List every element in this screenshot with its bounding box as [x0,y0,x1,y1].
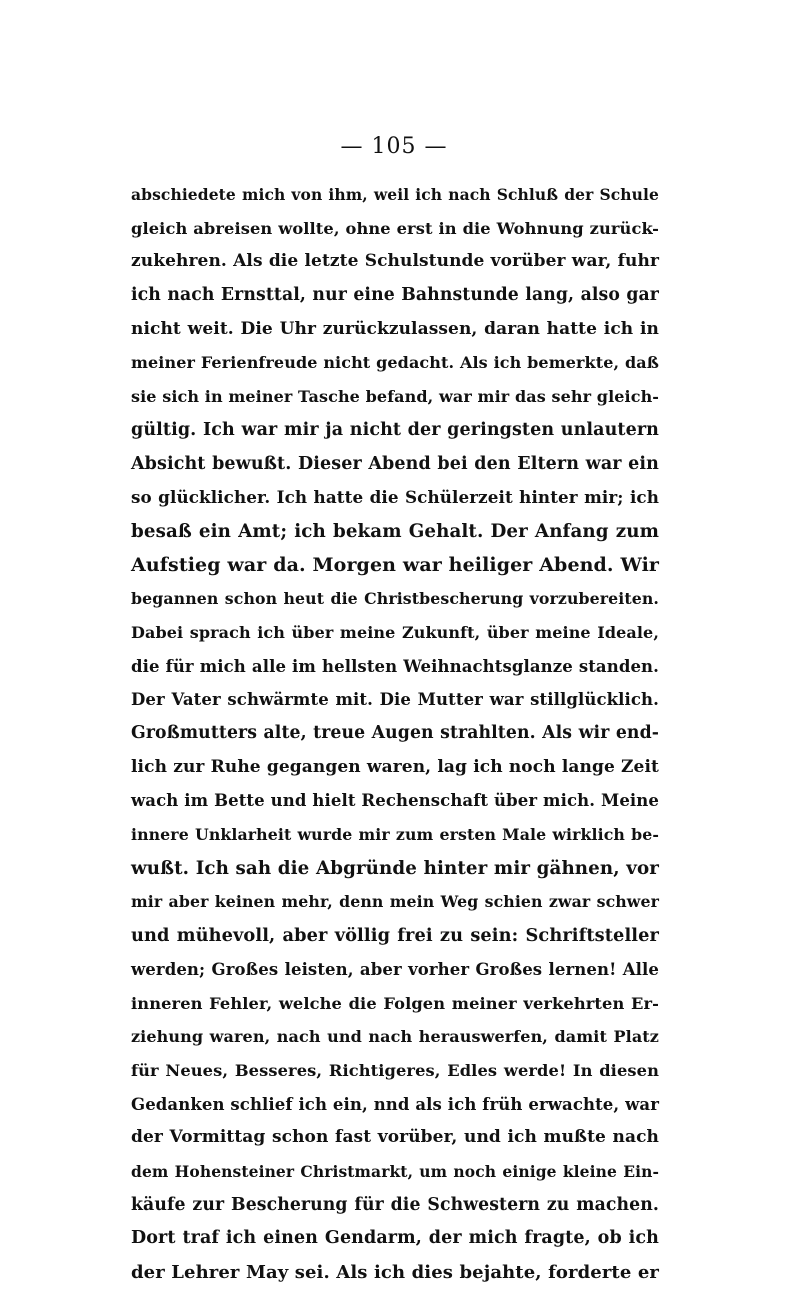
text-line: und mühevoll, aber völlig frei zu sein: Schriftsteller [131,925,659,947]
text-line: käufe zur Bescherung für die Schwestern zu machen. [131,1194,659,1215]
text-line: Absicht bewußt. Dieser Abend bei den Eltern war ein [131,453,659,474]
text-line: wußt. Ich sah die Abgründe hinter mir gähnen, vor [131,857,659,879]
text-line: Dabei sprach ich über meine Zukunft, über meine Ideale, [131,622,659,642]
text-line: ziehung waren, nach und nach herauswerfen, damit Platz [131,1027,659,1047]
text-line: zukehren. Als die letzte Schulstunde vorüber war, fuhr [131,251,659,272]
text-line: gleich abreisen wollte, ohne erst in die Wohnung zurück- [131,218,659,238]
text-line: nicht weit. Die Uhr zurückzulassen, daran hatte ich in [131,318,659,339]
text-line: Dort traf ich einen Gendarm, der mich fragte, ob ich [131,1228,659,1249]
text-line: so glücklicher. Ich hatte die Schülerzeit hinter mir; ich [131,487,659,508]
text-line: begannen schon heut die Christbescherung vorzubereiten. [131,589,659,609]
text-line: wach im Bette und hielt Rechenschaft über mich. Meine [131,791,659,811]
body-text [131,178,659,1290]
text-line: der Lehrer May sei. Als ich dies bejahte, forderte er [131,1262,659,1283]
text-line: Großmutters alte, treue Augen strahlten. Als wir end- [131,723,659,743]
page-number: — 105 — [340,134,448,159]
text-line: werden; Großes leisten, aber vorher Großes lernen! Alle [131,959,659,979]
text-line: für Neues, Besseres, Richtigeres, Edles werde! In diesen [131,1060,659,1080]
text-line: sie sich in meiner Tasche befand, war mir das sehr gleich- [131,387,660,407]
text-line: gültig. Ich war mir ja nicht der geringsten unlautern [131,419,659,440]
text-line: besaß ein Amt; ich bekam Gehalt. Der Anfang zum [131,520,659,542]
text-line: dem Hohensteiner Christmarkt, um noch einige kleine Ein- [131,1161,659,1181]
text-line: inneren Fehler, welche die Folgen meiner verkehrten Er- [131,993,659,1013]
text-line: Der Vater schwärmte mit. Die Mutter war stillglücklich. [131,690,659,710]
text-line: abschiedete mich von ihm, weil ich nach Schluß der Schule [131,185,659,204]
text-line: ich nach Ernsttal, nur eine Bahnstunde lang, also gar [131,285,659,306]
text-line: innere Unklarheit wurde mir zum ersten Male wirklich be- [131,825,659,845]
text-line: meiner Ferienfreude nicht gedacht. Als ich bemerkte, daß [131,353,659,373]
text-line: die für mich alle im hellsten Weihnachtsglanze standen. [131,656,659,676]
text-line: mir aber keinen mehr, denn mein Weg schien zwar schwer [131,892,659,912]
text-line: der Vormittag schon fast vorüber, und ich mußte nach [131,1127,659,1148]
text-line: lich zur Ruhe gegangen waren, lag ich noch lange Zeit [131,756,659,777]
text-line: Aufstieg war da. Morgen war heiliger Abend. Wir [131,553,659,576]
text-line: Gedanken schlief ich ein, nnd als ich früh erwachte, war [131,1094,659,1114]
